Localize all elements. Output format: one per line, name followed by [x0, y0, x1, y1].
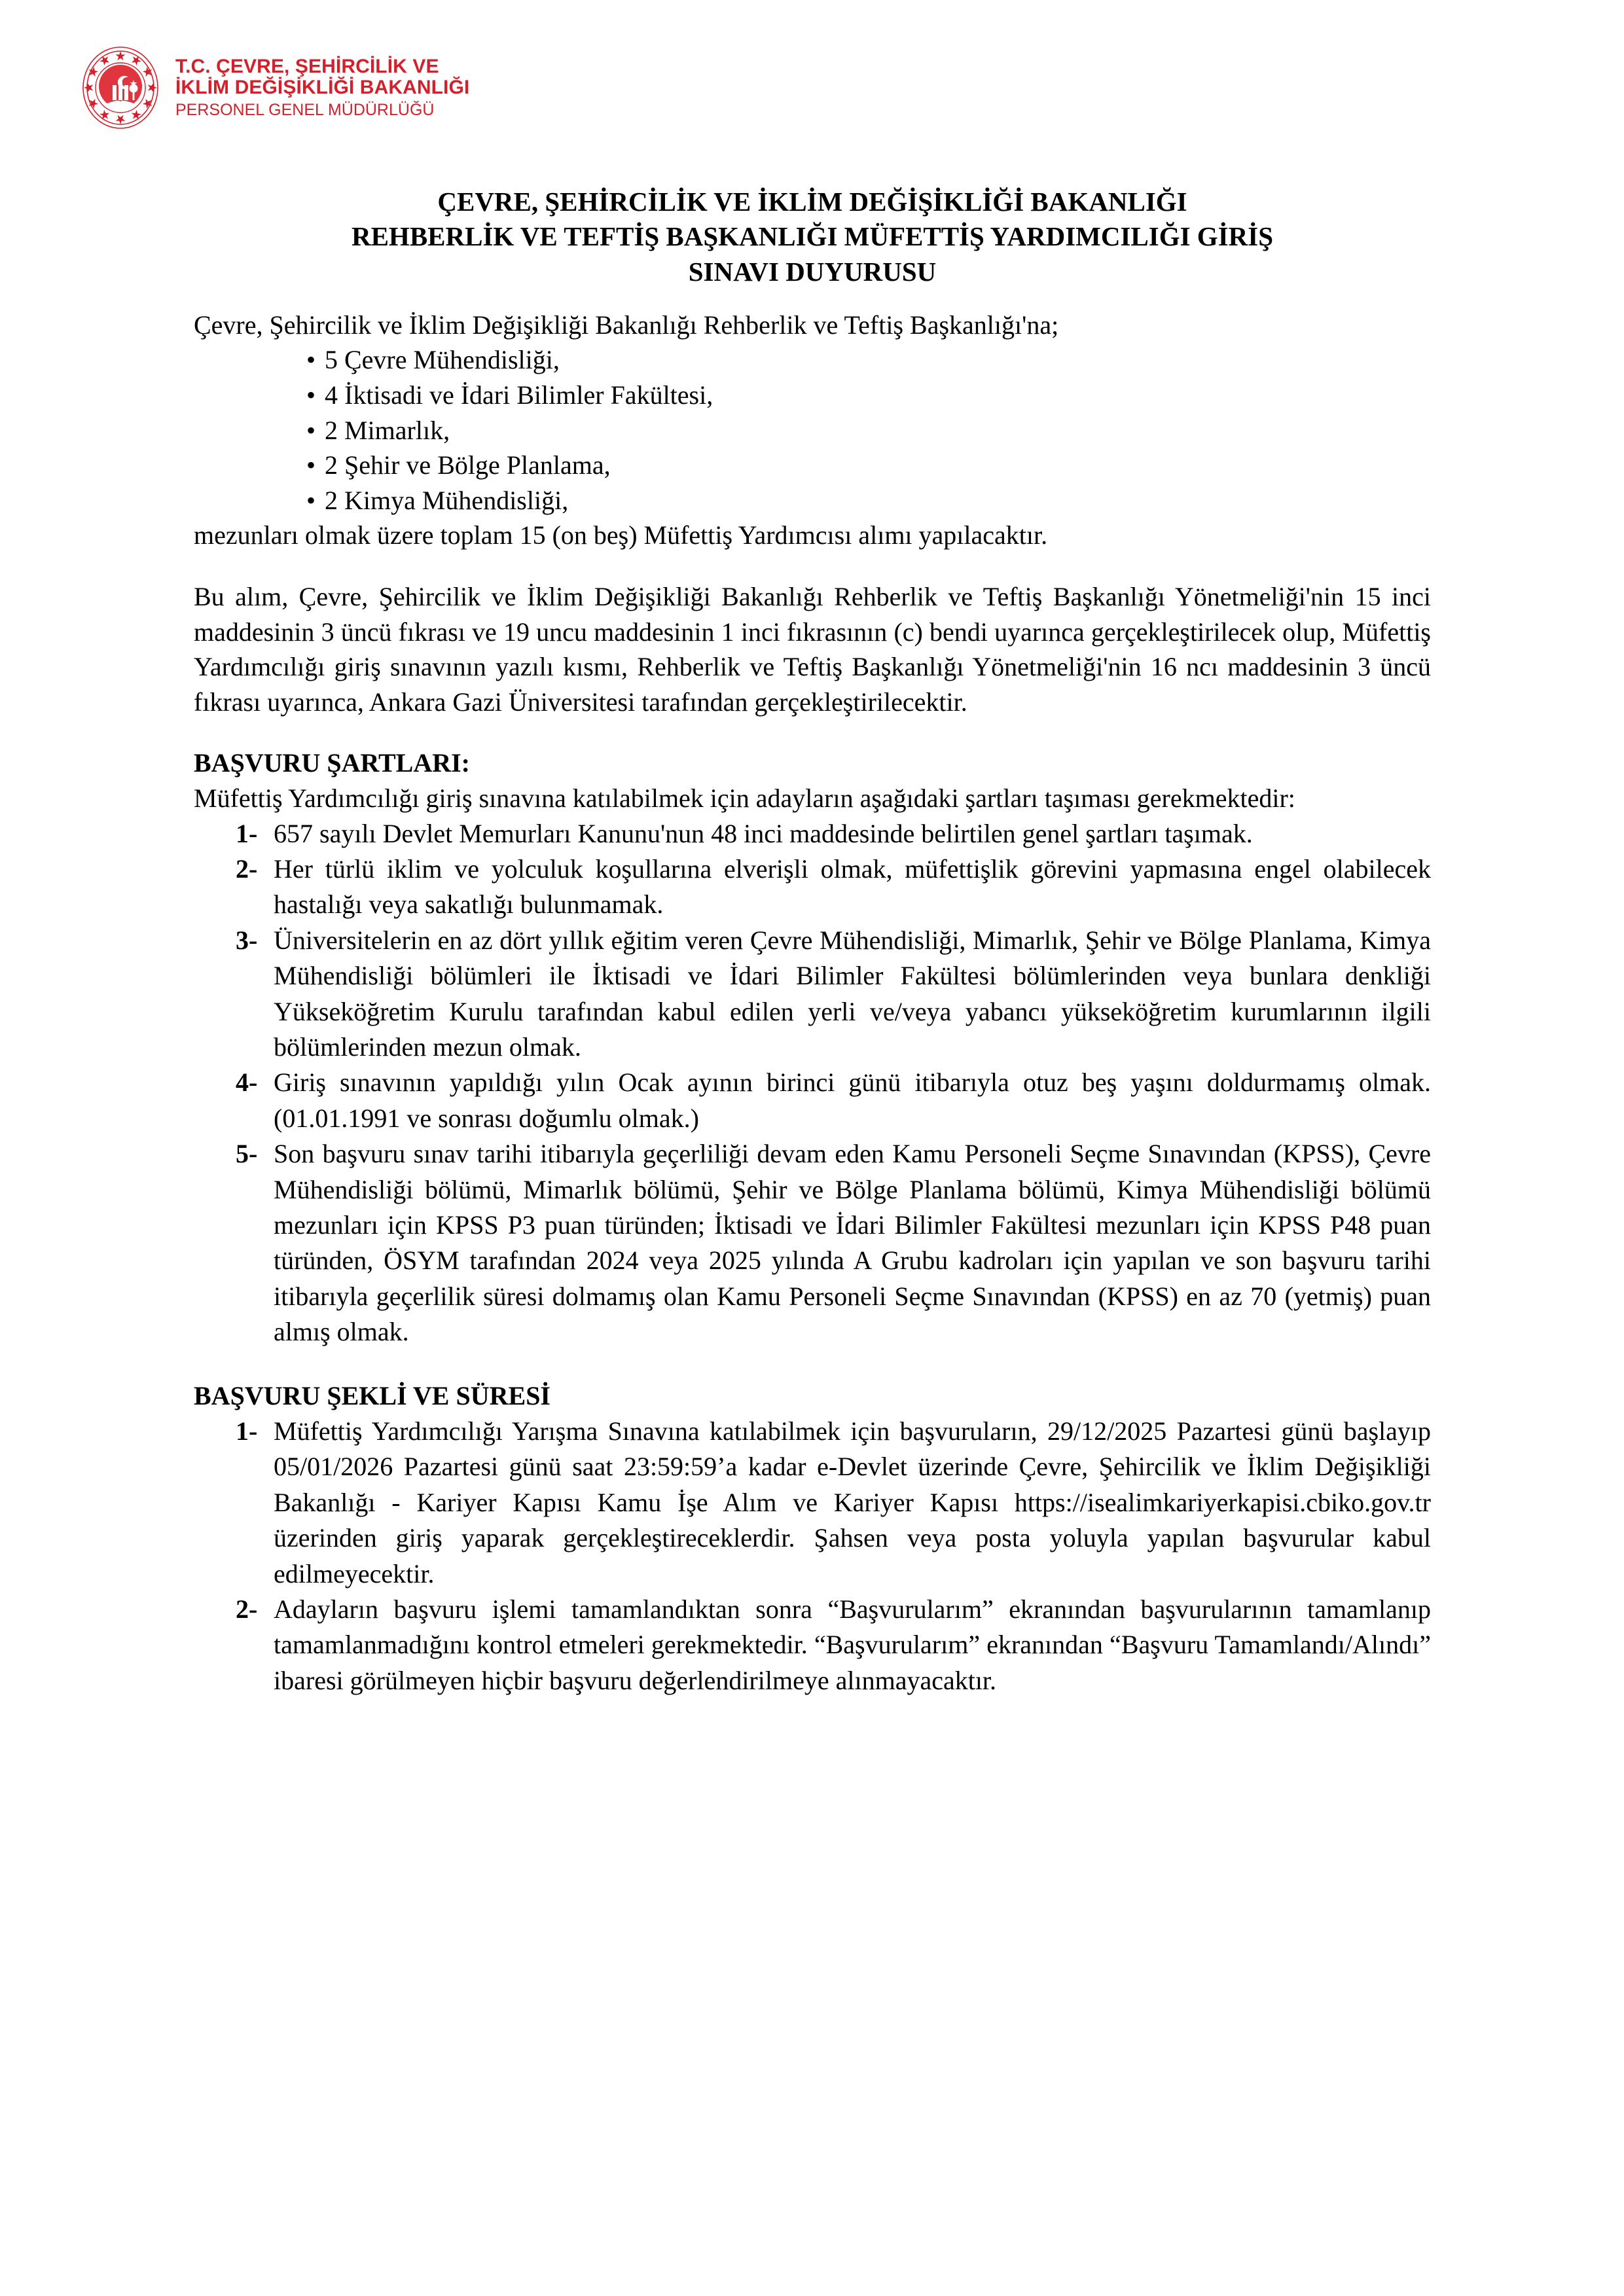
- ministry-name-line2: İKLİM DEĞİŞİKLİĞİ BAKANLIĞI: [175, 77, 470, 99]
- ministry-emblem-icon: [77, 45, 164, 131]
- list-item: • 2 Mimarlık,: [194, 413, 1431, 448]
- list-item: • 2 Kimya Mühendisliği,: [194, 483, 1431, 518]
- list-item-text: Her türlü iklim ve yolculuk koşullarına elverişli olmak, müfettişlik görevini yapmasına engel olabilecek hastalığı veya sakatlığı bulunmamak.: [274, 854, 1431, 920]
- application-heading: BAŞVURU ŞEKLİ VE SÜRESİ: [194, 1381, 550, 1411]
- conditions-intro: Müfettiş Yardımcılığı giriş sınavına katılabilmek için adayların aşağıdaki şartları taşıması gerekmektedir:: [194, 783, 1295, 814]
- list-item-text: Müfettiş Yardımcılığı Yarışma Sınavına katılabilmek için başvuruların, 29/12/2025 Pazartesi günü başlayıp 05/01/2026 Pazartesi günü saat 23:59:59’a kadar e-Devlet üzerinde Çevre, Şehircilik ve İklim Değişikliği Bakanlığı - Kariyer Kapısı Kamu İşe Alım ve Kariyer Kapısı https://isealimkariyerkapisi.cbiko.gov.tr üzerinden giriş yaparak gerçekleştireceklerdir. Şahsen veya posta yoluyla yapılan başvurular kabul edilmeyecektir.: [274, 1416, 1431, 1588]
- conditions-heading: BAŞVURU ŞARTLARI:: [194, 748, 470, 778]
- application-list: [194, 1414, 1431, 1698]
- department-name: PERSONEL GENEL MÜDÜRLÜĞÜ: [175, 101, 435, 120]
- intro-closing: mezunları olmak üzere toplam 15 (on beş) Müfettiş Yardımcısı alımı yapılacaktır.: [194, 520, 1048, 550]
- list-item: [194, 923, 1431, 1066]
- list-item-text: Üniversitelerin en az dört yıllık eğitim veren Çevre Mühendisliği, Mimarlık, Şehir ve Bölge Planlama, Kimya Mühendisliği bölümleri ile İktisadi ve İdari Bilimler Fakültesi bölümlerinden veya bunlara denkliği Yükseköğretim Kurulu tarafından kabul edilen yerli ve/veya yabancı yükseköğretim kurumlarının ilgili bölümlerinden mezun olmak.: [274, 925, 1431, 1062]
- list-item-number: 2-: [236, 1594, 258, 1624]
- letterhead: [77, 45, 469, 131]
- list-item-number: 2-: [236, 854, 258, 884]
- list-item-number: 1-: [236, 1416, 258, 1446]
- list-item: [194, 1592, 1431, 1698]
- list-item-number: 5-: [236, 1139, 258, 1169]
- page-title-line-2: REHBERLİK VE TEFTİŞ BAŞKANLIĞI MÜFETTİŞ YARDIMCILIĞI GİRİŞ: [351, 221, 1274, 252]
- list-item: [194, 816, 1431, 852]
- list-item: • 4 İktisadi ve İdari Bilimler Fakültesi,: [194, 378, 1431, 413]
- document-body: [194, 185, 1431, 1698]
- list-item-number: 1-: [236, 818, 258, 848]
- page-title-line-3: SINAVI DUYURUSU: [688, 256, 937, 287]
- ministry-name-line1: T.C. ÇEVRE, ŞEHİRCİLİK VE: [175, 56, 439, 78]
- letterhead-text: [175, 56, 469, 118]
- list-item: • 2 Şehir ve Bölge Planlama,: [194, 448, 1431, 483]
- list-item-text: 657 sayılı Devlet Memurları Kanunu'nun 48 inci maddesinde belirtilen genel şartları taşımak.: [274, 818, 1253, 848]
- conditions-list: [194, 816, 1431, 1350]
- list-item-text: Adayların başvuru işlemi tamamlandıktan sonra “Başvurularım” ekranından başvurularının tamamlanıp tamamlanmadığını kontrol etmeleri gerekmektedir. “Başvurularım” ekranından “Başvuru Tamamlandı/Alındı” ibaresi görülmeyen hiçbir başvuru değerlendirilmeye alınmayacaktır.: [274, 1594, 1431, 1695]
- page-title: [194, 185, 1431, 289]
- page-title-line-1: ÇEVRE, ŞEHİRCİLİK VE İKLİM DEĞİŞİKLİĞİ BAKANLIĞI: [437, 187, 1187, 217]
- quota-list: [194, 342, 1431, 518]
- list-item-text: Son başvuru sınav tarihi itibarıyla geçerliliği devam eden Kamu Personeli Seçme Sınavından (KPSS), Çevre Mühendisliği bölümü, Mimarlık bölümü, Şehir ve Bölge Planlama bölümü, Kimya Mühendisliği bölümü mezunları için KPSS P3 puan türünden; İktisadi ve İdari Bilimler Fakültesi mezunları için KPSS P48 puan türünden, ÖSYM tarafından 2024 veya 2025 yılında A Grubu kadroları için yapılan ve son başvuru tarihi itibarıyla geçerlilik süresi dolmamış olan Kamu Personeli Seçme Sınavından (KPSS) en az 70 (yetmiş) puan almış olmak.: [274, 1139, 1431, 1347]
- list-item: [194, 852, 1431, 923]
- legal-paragraph: Bu alım, Çevre, Şehircilik ve İklim Değişikliği Bakanlığı Rehberlik ve Teftiş Başkanlığı Yönetmeliği'nin 15 inci maddesinin 3 üncü fıkrası ve 19 uncu maddesinin 1 inci fıkrasının (c) bendi uyarınca gerçekleştirilecek olup, Müfettiş Yardımcılığı giriş sınavının yazılı kısmı, Rehberlik ve Teftiş Başkanlığı Yönetmeliği'nin 16 ncı maddesinin 3 üncü fıkrası uyarınca, Ankara Gazi Üniversitesi tarafından gerçekleştirilecektir.: [194, 582, 1431, 717]
- list-item: [194, 1065, 1431, 1136]
- list-item-text: Giriş sınavının yapıldığı yılın Ocak ayının birinci günü itibarıyla otuz beş yaşını doldurmamış olmak. (01.01.1991 ve sonrası doğumlu olmak.): [274, 1067, 1431, 1133]
- list-item: • 5 Çevre Mühendisliği,: [194, 342, 1431, 378]
- list-item-number: 3-: [236, 925, 258, 955]
- list-item: [194, 1414, 1431, 1592]
- intro-lead: Çevre, Şehircilik ve İklim Değişikliği Bakanlığı Rehberlik ve Teftiş Başkanlığı'na;: [194, 310, 1059, 340]
- list-item: [194, 1136, 1431, 1350]
- list-item-number: 4-: [236, 1067, 258, 1098]
